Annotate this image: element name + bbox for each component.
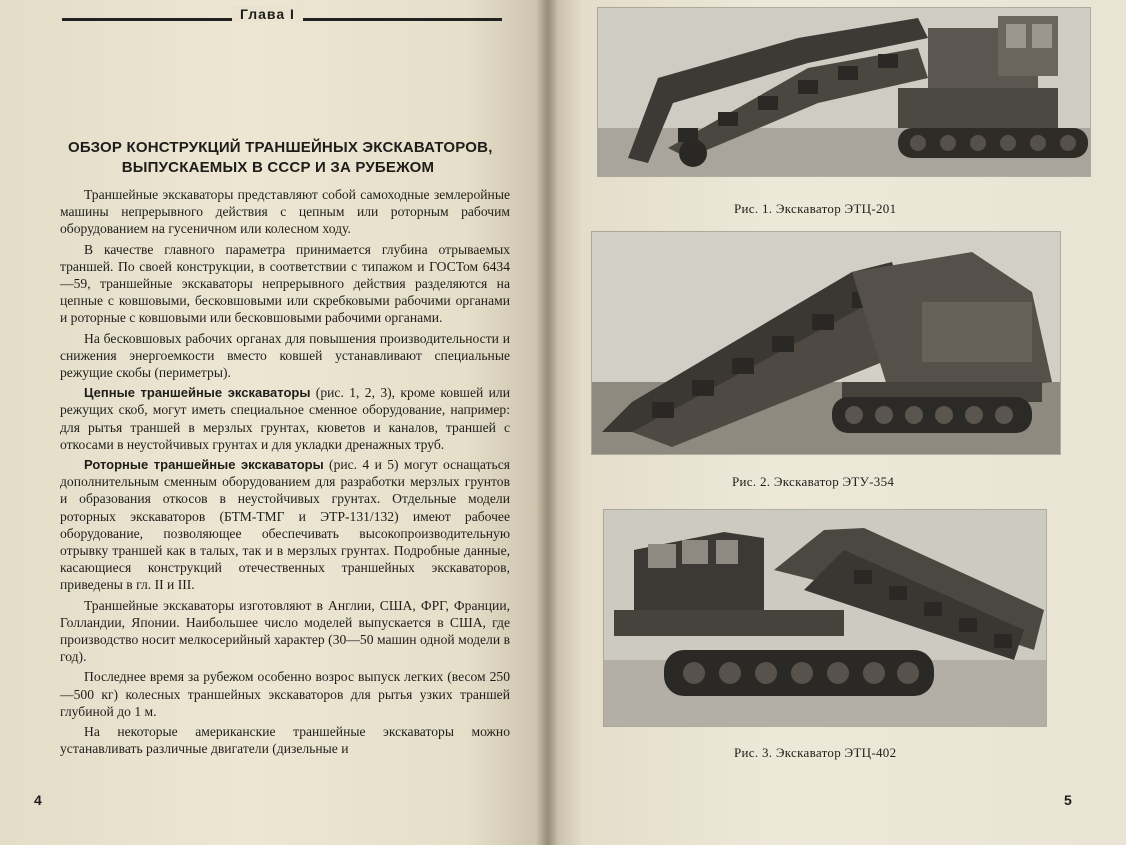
figure-1-caption: Рис. 1. Экскаватор ЭТЦ-201 [734, 201, 897, 216]
excavator-etu-354-image [592, 232, 1060, 454]
paragraph-8 [60, 723, 510, 757]
page-number-left: 4 [34, 792, 42, 808]
section-title-line-1: ОБЗОР КОНСТРУКЦИЙ ТРАНШЕЙНЫХ ЭКСКАВАТОРОВ, [68, 139, 493, 156]
figure-3-photo [604, 510, 1046, 726]
excavator-etc-201-image [598, 8, 1090, 176]
figure-2-caption: Рис. 2. Экскаватор ЭТУ-354 [732, 474, 895, 489]
chapter-label: Глава I [232, 6, 303, 22]
figure-3-caption: Рис. 3. Экскаватор ЭТЦ-402 [734, 745, 897, 760]
section-title-line-2: ВЫПУСКАЕМЫХ В СССР И ЗА РУБЕЖОМ [121, 159, 435, 176]
paragraph-6 [60, 597, 510, 666]
paragraph-1 [60, 186, 510, 238]
paragraph-7 [60, 668, 510, 720]
paragraph-2 [60, 241, 510, 327]
paragraph-text: Траншейные экскаваторы изготовляют в Англии, США, ФРГ, Франции, Голландии, Японии. Наибольшее число моделей выпускается в США, где производство носит мелкосерийный характер (30—50 машин одной модели в год). [60, 597, 510, 665]
figure-2-photo [592, 232, 1060, 454]
right-page [548, 0, 1126, 845]
page-number-right: 5 [1064, 792, 1072, 808]
paragraph-text: На некоторые американские траншейные экскаваторы можно устанавливать различные двигатели (дизельные и [60, 724, 510, 757]
running-head [62, 6, 502, 28]
paragraph-text: Траншейные экскаваторы представляют собой самоходные землеройные машины непрерывного действия с цепным или роторным рабочим оборудованием на гусеничном или колесном ходу. [60, 187, 510, 237]
paragraph-text: (рис. 1, 2, 3), кроме ковшей или режущих скоб, могут иметь специальное сменное оборудование, например: для рытья траншей в мерзлых грунтах, кюветов и каналов, траншей с откосами в неустойчивых грунтах и для укладки дренажных труб. [60, 385, 510, 452]
excavator-etc-402-image [604, 510, 1046, 726]
paragraph-text: Последнее время за рубежом особенно возрос выпуск легких (весом 250—500 кг) колесных траншейных экскаваторов для рытья узких траншей глубиной до 1 м. [60, 669, 510, 719]
paragraph-lead: Цепные траншейные экскаваторы [84, 385, 311, 401]
paragraph-lead: Роторные траншейные экскаваторы [84, 457, 324, 473]
paragraph-5 [60, 456, 510, 594]
figure-1-photo [598, 8, 1090, 176]
section-title [68, 138, 493, 178]
paragraph-4 [60, 384, 510, 453]
body-text [60, 186, 510, 761]
paragraph-3 [60, 330, 510, 382]
paragraph-text: На бесковшовых рабочих органах для повышения производительности и снижения энергоемкости вместо ковшей устанавливают специальные режущие скобы (периметры). [60, 330, 510, 381]
left-page [0, 0, 548, 845]
book-gutter [536, 0, 558, 845]
paragraph-text: (рис. 4 и 5) могут оснащаться дополнительным сменным оборудованием для разработки мерзлых грунтов и образования откосов в неустойчивых грунтах. Отдельные модели роторных экскаваторов (БТМ-ТМГ и ЭТР-131/132) имеют рабочее оборудование, позволяющее обеспечивать высокопроизводительную отрывку траншей как в талых, так и в мерзлых грунтах. Подробные данные, касающиеся конструкций отечественных траншейных экскаваторов, приведены в гл. II и III. [60, 457, 510, 593]
paragraph-text: В качестве главного параметра принимается глубина отрываемых траншей. По своей конструкции, в соответствии с типажом и ГОСТом 6434—59, траншейные экскаваторы непрерывного действия разделяются на цепные с ковшовыми, бесковшовыми или скребковыми рабочими органами и роторные с ковшовыми или бесковшовыми рабочими органами. [60, 241, 510, 326]
